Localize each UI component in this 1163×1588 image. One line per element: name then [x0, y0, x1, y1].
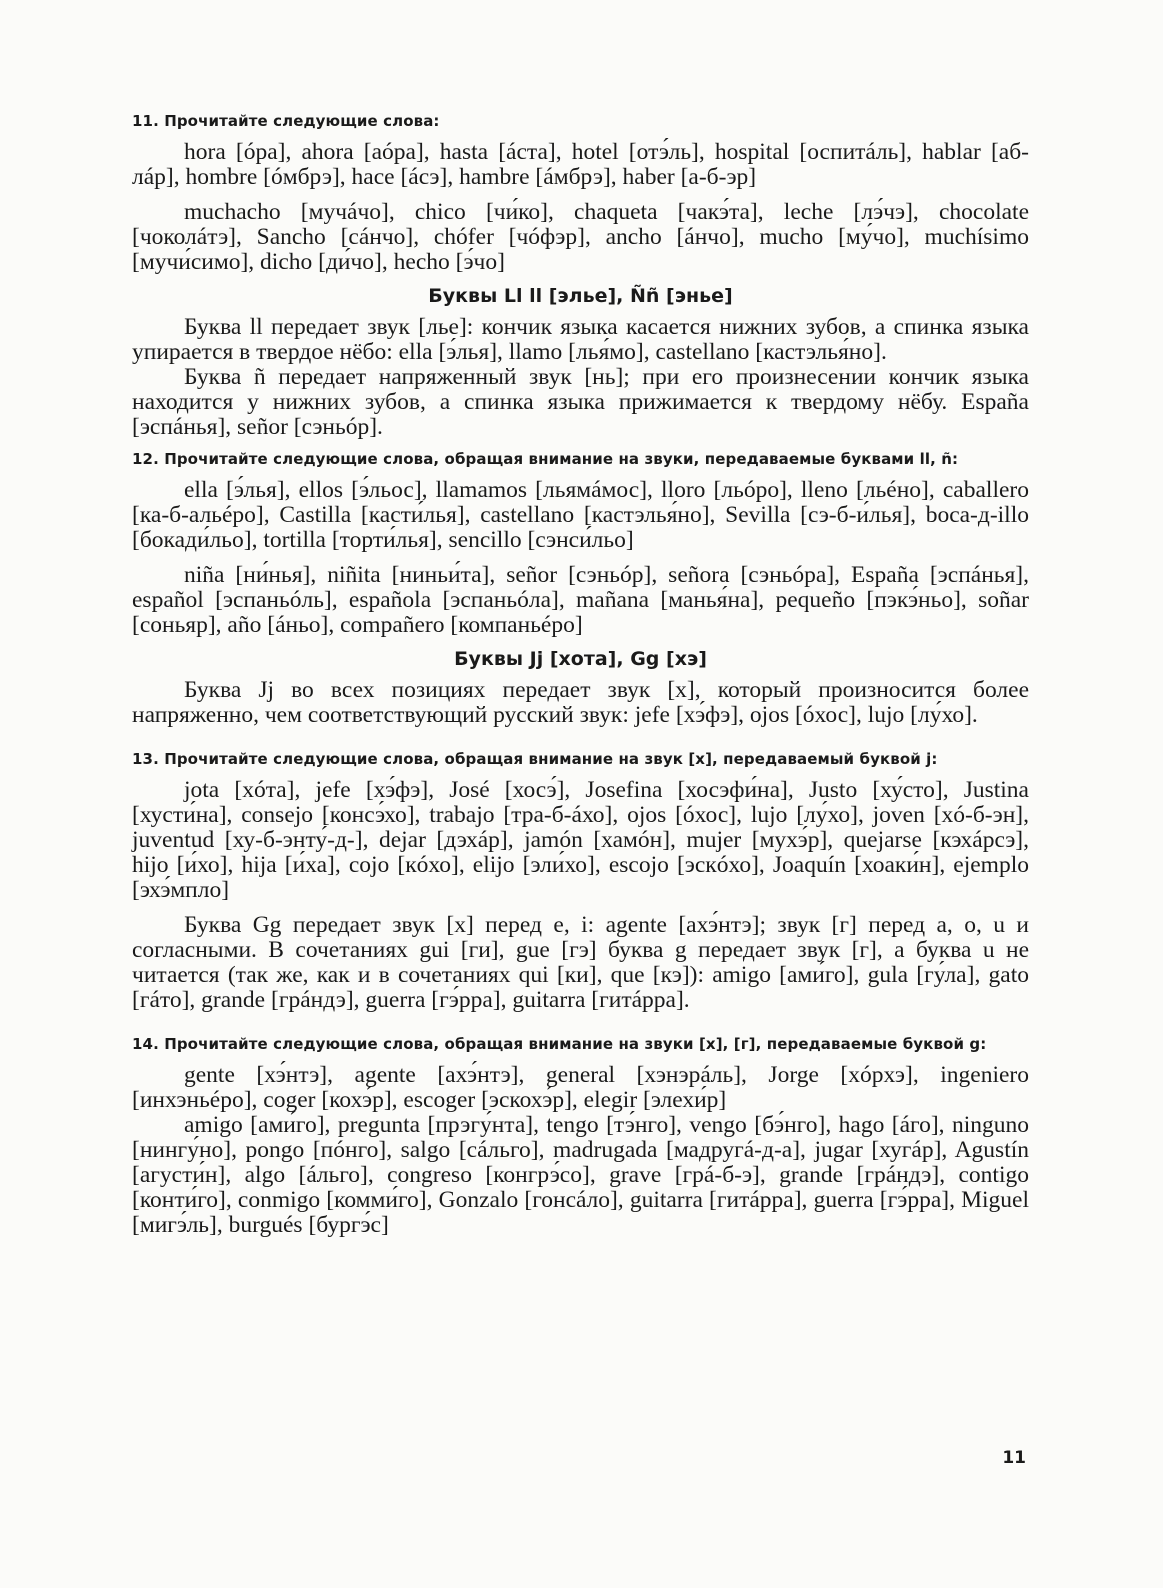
exercise-13-words: jota [хóта], jefe [хэ́фэ], José [хосэ́], Josefina [хосэфи́на], Justo [ху́сто], Justina [хусти́на], consejo [консэ́хо], trabajo [тра-б-áхо], ojos [óхос], lujo [лу́хо], joven [хó-б-эн], juventud [ху-б-энту́-д-], dejar [дэхáр], jamón [хамóн], mujer [мухэ́р], quejarse [кэхáрсэ], hijo [и́хо], hija [и́ха], cojo [кóхо], elijo [эли́хо], escojo [эскóхо], Joaquín [хоаки́н], ejemplo [эхэ́мпло]: [132, 777, 1029, 903]
section-j-rule: Буква Jj во всех позициях передает звук [х], который произносится более напряженно, чем соответствующий русский звук: jefe [хэ́фэ], ojos [óхос], lujo [лу́хо].: [132, 677, 1029, 728]
exercise-11-title: 11. Прочитайте следующие слова:: [132, 112, 440, 130]
section-ll-heading: Буквы Ll ll [элье], Ññ [энье]: [428, 285, 733, 307]
exercise-14-words-2: amigo [ами́го], pregunta [прэгу́нта], tengo [тэ́нго], vengo [бэ́нго], hago [áго], ninguno [нингу́но], pongo [пóнго], salgo [сáльго], madrugada [мадругá-д-а], jugar [хугáр], Agustín [агусти́н], algo [áльго], congreso [конгрэ́со], grave [грá-б-э], grande [грáндэ], contigo [конти́го], conmigo [комми́го], Gonzalo [гонсáло], guitarra [гитáрра], guerra [гэ́рра], Miguel [мигэ́ль], burgués [бургэ́с]: [132, 1112, 1029, 1238]
section-j-heading: Буквы Jj [хота], Gg [хэ]: [454, 648, 707, 670]
exercise-13-title: 13. Прочитайте следующие слова, обращая внимание на звук [х], передаваемый буквой j:: [132, 750, 938, 768]
section-enye-rule: Буква ñ передает напряженный звук [нь]; при его произнесении кончик языка находится у нижних зубов, а спинка языка прижимается к твердому нёбу. España [эспáнья], señor [сэньóр].: [132, 364, 1029, 440]
exercise-11-words-ch: muchacho [мучáчо], chico [чи́ко], chaqueta [чакэ́та], leche [лэ́чэ], chocolate [чоколáтэ], Sancho [сáнчо], chófer [чóфэр], ancho [áнчо], mucho [му́чо], muchísimo [мучи́симо], dicho [ди́чо], hecho [э́чо]: [132, 199, 1029, 275]
page-content: [132, 112, 1029, 1248]
page-number: 11: [1002, 1448, 1026, 1468]
exercise-12-words-ll: ella [э́лья], ellos [э́льос], llamamos [льямáмос], lloro [льóро], lleno [льéно], caballero [ка-б-альéро], Castilla [касти́лья], castellano [кастэлья́но], Sevilla [сэ-б-и́лья], boca-д-illo [бокади́льо], tortilla [торти́лья], sencillo [сэнси́льо]: [132, 477, 1029, 553]
exercise-14-words-1: gente [хэ́нтэ], agente [ахэ́нтэ], general [хэнэрáль], Jorge [хóрхэ], ingeniero [инхэньéро], coger [кохэ́р], escoger [эскохэ́р], elegir [элехи́р]: [132, 1062, 1029, 1113]
section-ll-rule: Буква ll передает звук [лье]: кончик языка касается нижних зубов, а спинка языка упирается в твердое нёбо: ella [э́лья], llamo [лья́мо], castellano [кастэлья́но].: [132, 314, 1029, 365]
exercise-12-title: 12. Прочитайте следующие слова, обращая внимание на звуки, передаваемые буквами ll, ñ:: [132, 450, 959, 468]
exercise-12-words-enye: niña [ни́нья], niñita [ниньи́та], señor [сэньóр], señora [сэньóра], España [эспáнья], español [эспаньóль], española [эспаньóла], mañana [манья́на], pequeño [пэкэ́ньо], soñar [соньяр], año [áньо], compañero [компаньéро]: [132, 562, 1029, 638]
exercise-11-words-h: hora [óра], ahora [аóра], hasta [áста], hotel [отэ́ль], hospital [оспитáль], hablar [аб-лáр], hombre [óмбрэ], hace [áсэ], hambre [áмбрэ], haber [а-б-эр]: [132, 139, 1029, 190]
section-g-rule: Буква Gg передает звук [х] перед e, i: agente [ахэ́нтэ]; звук [г] перед a, o, u и согласными. В сочетаниях gui [ги], gue [гэ] буква g передает звук [г], а буква u не читается (так же, как и в сочетаниях qui [ки], que [кэ]): amigo [ами́го], gula [гу́ла], gato [гáто], grande [грáндэ], guerra [гэ́рра], guitarra [гитáрра].: [132, 912, 1029, 1013]
exercise-14-title: 14. Прочитайте следующие слова, обращая внимание на звуки [х], [г], передаваемые буквой g:: [132, 1035, 987, 1053]
